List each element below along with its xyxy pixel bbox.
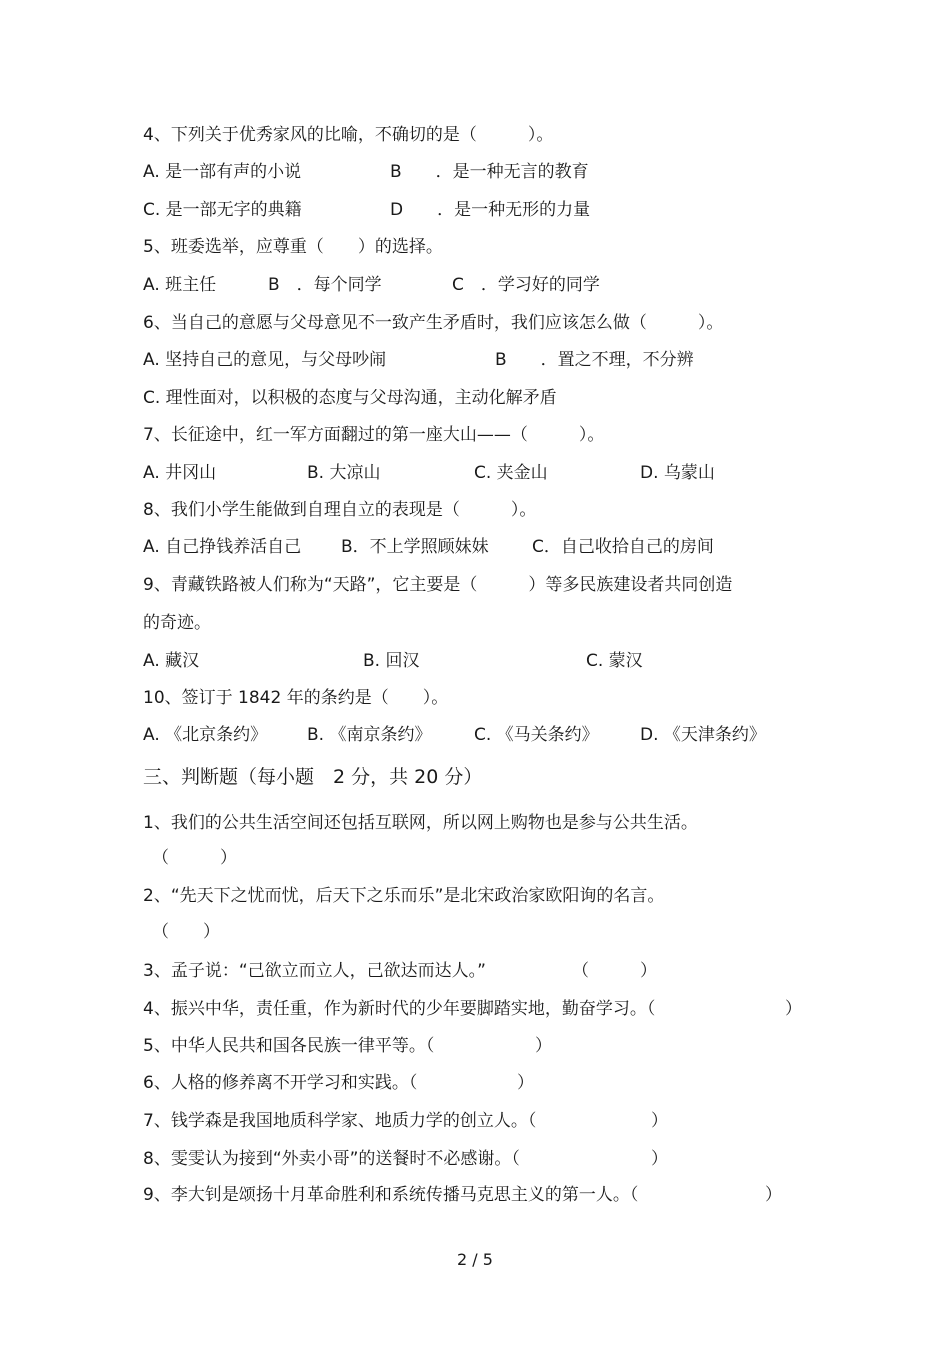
- option-b: B. 《南京条约》: [307, 725, 432, 745]
- page-number: 2 / 5: [457, 1250, 493, 1269]
- answer-paren: （ ）: [572, 961, 657, 981]
- judgement-6: 6、人格的修养离不开学习和实践。（: [143, 1073, 418, 1093]
- option-b: B．不上学照顾妹妹: [341, 537, 489, 557]
- section-title: 三、判断题（每小题 2 分，共 20 分）: [143, 766, 483, 788]
- judgement-3: 3、孟子说：“己欲立而立人，己欲达而达人。”: [143, 961, 486, 981]
- option-b: B. 回汉: [363, 651, 420, 671]
- judgement-5: 5、中华人民共和国各民族一律平等。（: [143, 1036, 435, 1056]
- question-9: 9、青藏铁路被人们称为“天路”，它主要是（ ）等多民族建设者共同创造: [143, 575, 733, 595]
- option-a: A. 自己挣钱养活自己: [143, 537, 302, 557]
- answer-paren: ）: [651, 1149, 668, 1169]
- option-a: A. 是一部有声的小说: [143, 162, 302, 182]
- option-d: D. 《天津条约》: [640, 725, 766, 745]
- answer-paren: （ ）: [152, 848, 237, 868]
- option-d: D ．是一种无形的力量: [390, 200, 591, 220]
- option-c: C. 蒙汉: [586, 651, 643, 671]
- option-a: A. 坚持自己的意见，与父母吵闹: [143, 350, 387, 370]
- option-c: C. 《马关条约》: [474, 725, 599, 745]
- option-b: B ．置之不理，不分辨: [495, 350, 694, 370]
- answer-paren: （ ）: [152, 922, 220, 942]
- question-8: 8、我们小学生能做到自理自立的表现是（ ）。: [143, 500, 537, 520]
- option-a: A. 《北京条约》: [143, 725, 268, 745]
- judgement-7: 7、钱学森是我国地质科学家、地质力学的创立人。（: [143, 1111, 537, 1131]
- judgement-8: 8、雯雯认为接到“外卖小哥”的送餐时不必感谢。（: [143, 1149, 520, 1169]
- answer-paren: ）: [517, 1073, 534, 1093]
- option-b: B. 大凉山: [307, 463, 381, 483]
- answer-paren: ）: [765, 1185, 782, 1205]
- judgement-1: 1、我们的公共生活空间还包括互联网，所以网上购物也是参与公共生活。: [143, 813, 698, 833]
- question-10: 10、签订于 1842 年的条约是（ ）。: [143, 688, 449, 708]
- question-5: 5、班委选举，应尊重（ ）的选择。: [143, 237, 443, 257]
- answer-paren: ）: [651, 1111, 668, 1131]
- question-7: 7、长征途中，红一军方面翻过的第一座大山——（ ）。: [143, 425, 605, 445]
- option-a: A. 班主任: [143, 275, 217, 295]
- option-a: A. 井冈山: [143, 463, 217, 483]
- judgement-2: 2、“先天下之忧而忧，后天下之乐而乐”是北宋政治家欧阳询的名言。: [143, 886, 665, 906]
- judgement-9: 9、李大钊是颂扬十月革命胜利和系统传播马克思主义的第一人。（: [143, 1185, 639, 1205]
- option-b: B ．是一种无言的教育: [390, 162, 589, 182]
- judgement-4: 4、振兴中华，责任重，作为新时代的少年要脚踏实地，勤奋学习。（: [143, 999, 656, 1019]
- option-c: C. 是一部无字的典籍: [143, 200, 302, 220]
- option-a: A. 藏汉: [143, 651, 200, 671]
- question-6: 6、当自己的意愿与父母意见不一致产生矛盾时，我们应该怎么做（ ）。: [143, 313, 724, 333]
- option-c: C．自己收拾自己的房间: [532, 537, 714, 557]
- option-d: D. 乌蒙山: [640, 463, 715, 483]
- answer-paren: ）: [785, 999, 802, 1019]
- option-c: C ．学习好的同学: [452, 275, 600, 295]
- answer-paren: ）: [535, 1036, 552, 1056]
- option-b: B ．每个同学: [268, 275, 382, 295]
- question-9-continued: 的奇迹。: [143, 613, 211, 633]
- option-c: C. 理性面对，以积极的态度与父母沟通，主动化解矛盾: [143, 388, 557, 408]
- option-c: C. 夹金山: [474, 463, 548, 483]
- question-4: 4、下列关于优秀家风的比喻，不确切的是（ ）。: [143, 125, 554, 145]
